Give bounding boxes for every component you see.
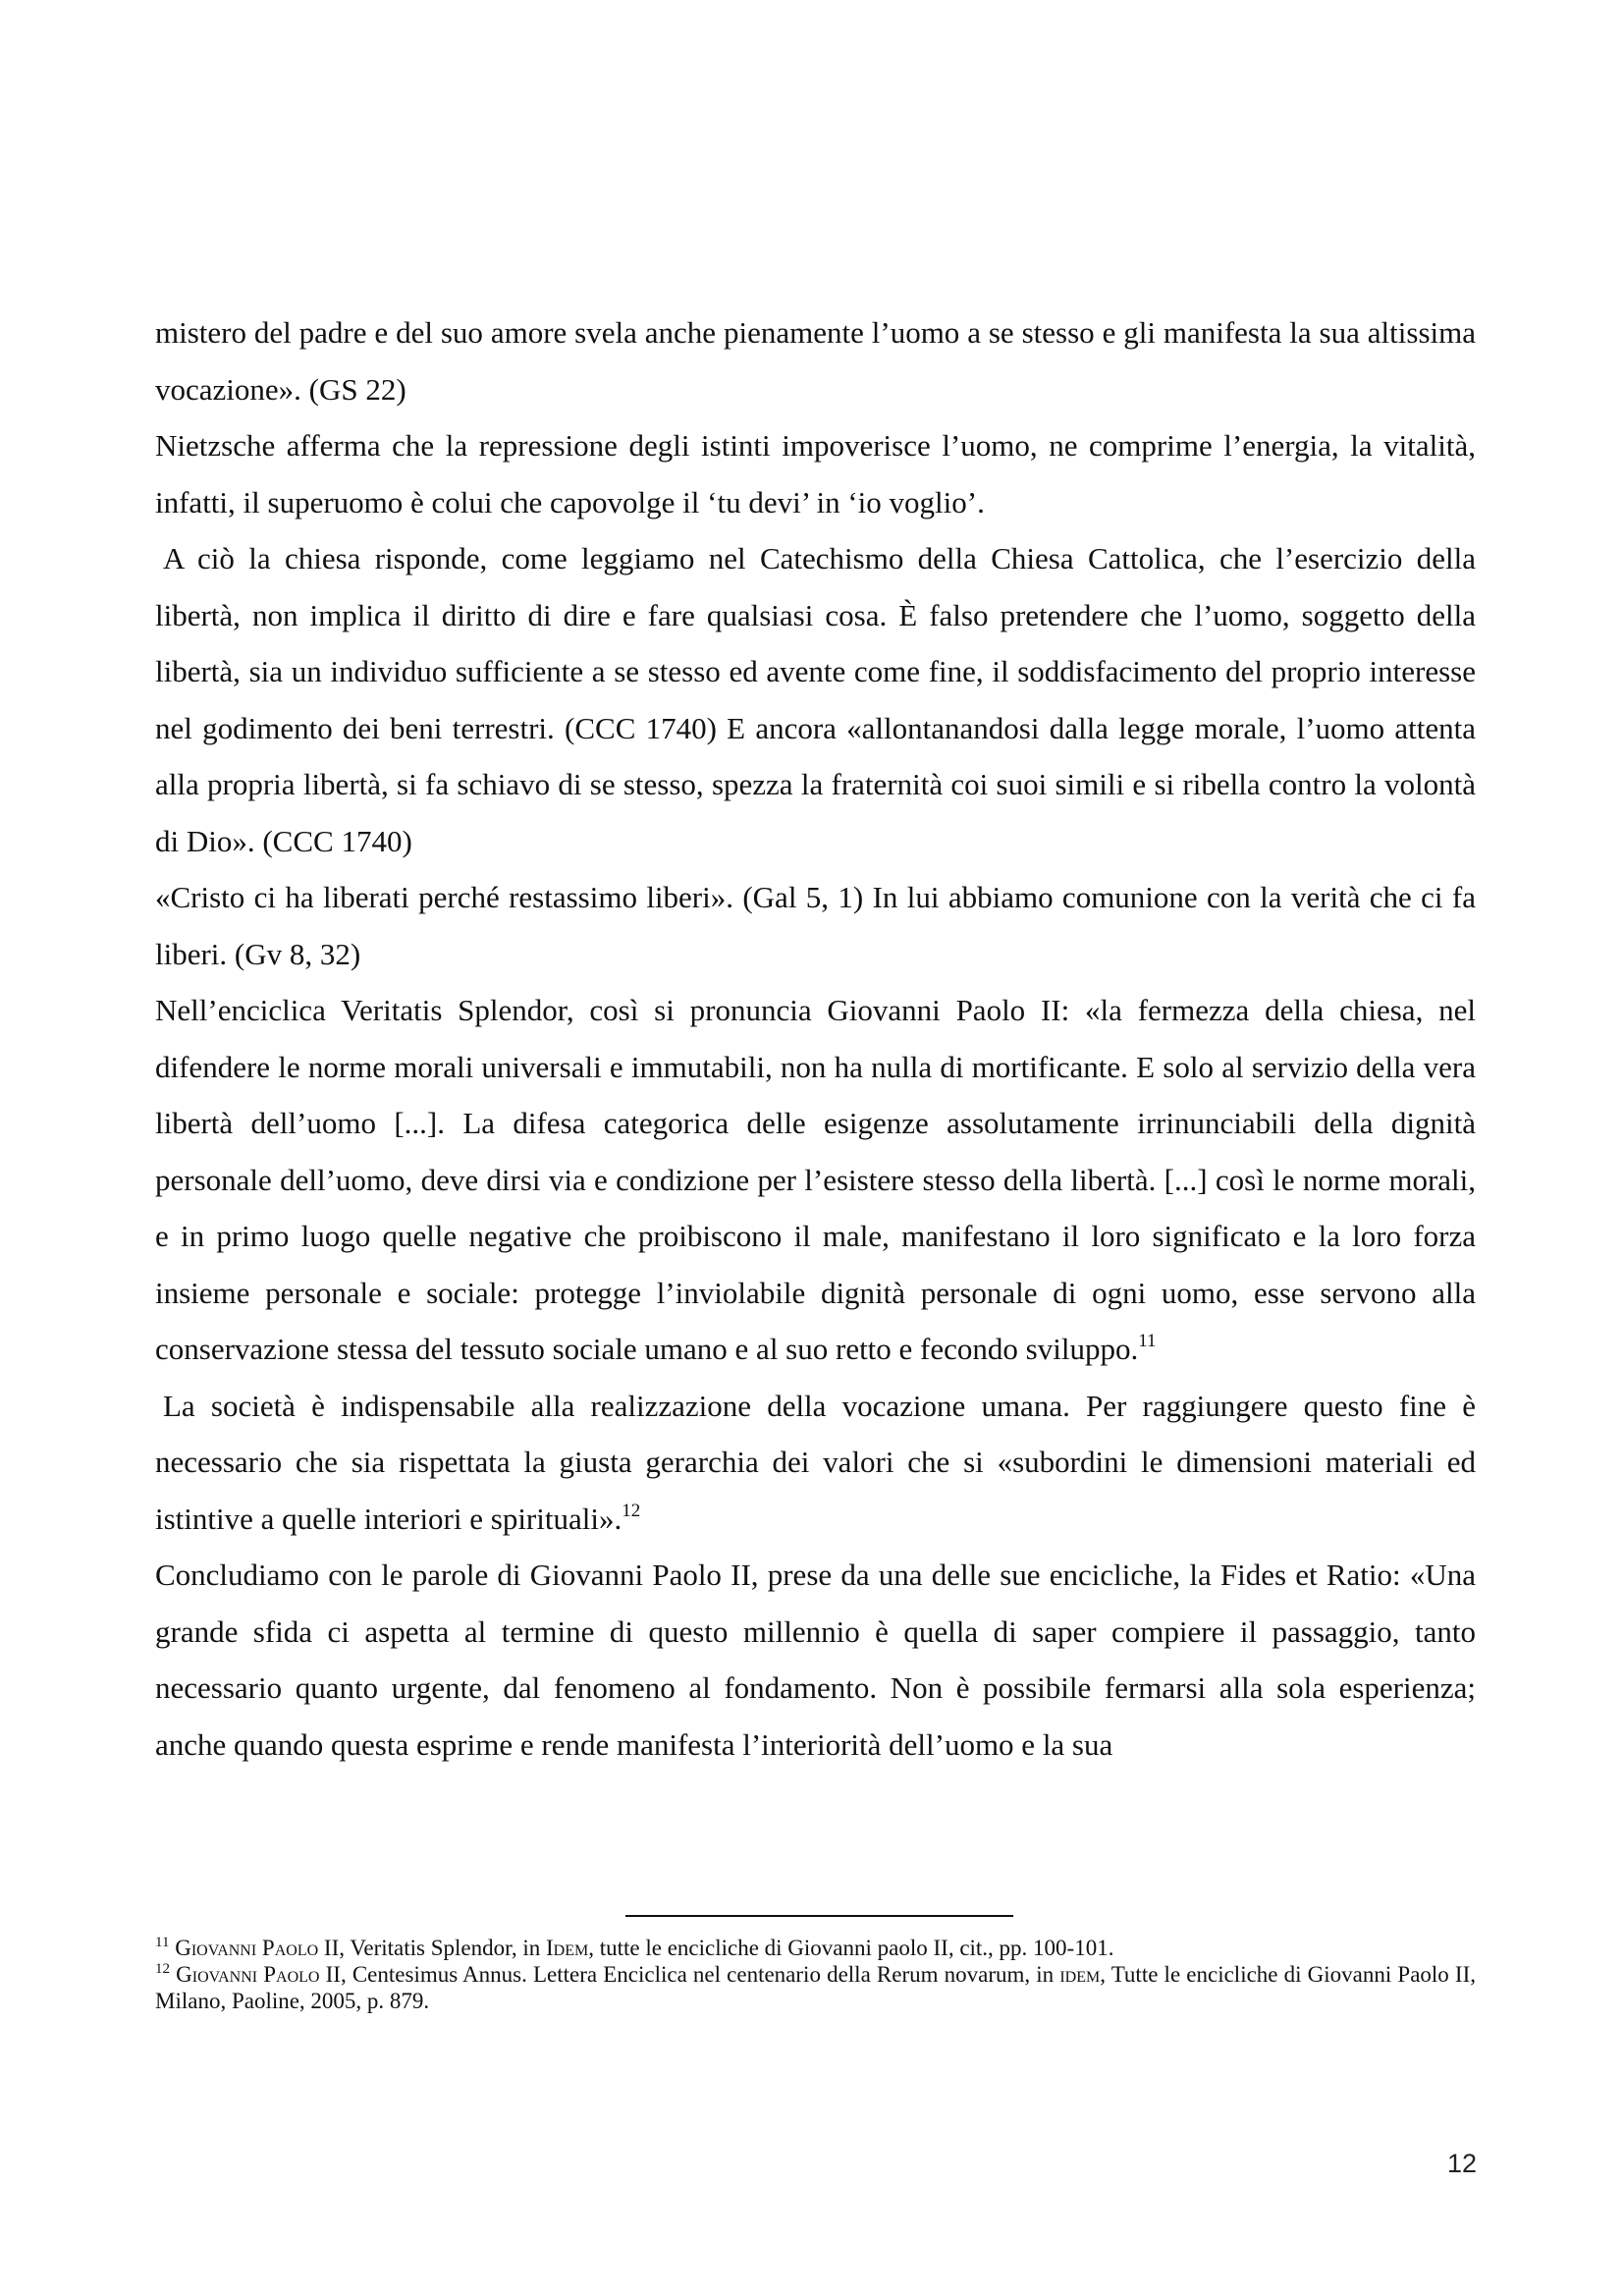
body-text [155, 304, 1476, 1773]
footnote-text: , Centesimus Annus. Lettera Enciclica nel centenario della Rerum novarum, in [340, 1962, 1060, 1987]
footnotes [155, 1935, 1476, 2014]
paragraph-catechism: A ciò la chiesa risponde, come leggiamo nel Catechismo della Chiesa Cattolica, che l’esercizio della libertà, non implica il diritto di dire e fare qualsiasi cosa. È falso pretendere che l’uomo, soggetto della libertà, sia un individuo sufficiente a se stesso ed avente come fine, il soddisfacimento del proprio interesse nel godimento dei beni terrestri. (CCC 1740) E ancora «allontanandosi dalla legge morale, l’uomo attenta alla propria libertà, si fa schiavo di se stesso, spezza la fraternità coi suoi simili e si ribella contro la volontà di Dio». (CCC 1740) [155, 541, 1476, 858]
footnote-text: , Veritatis Splendor, in [339, 1936, 546, 1960]
paragraph-veritatis-splendor: Nell’enciclica Veritatis Splendor, così si pronuncia Giovanni Paolo II: «la fermezza della chiesa, nel difendere le norme morali universali e immutabili, non ha nulla di mortificante. E solo al servizio della vera libertà dell’uomo [...]. La difesa categorica delle esigenze assolutamente irrinunciabili della dignità personale dell’uomo, deve dirsi via e condizione per l’esistere stesso della libertà. [...] così le norme morali, e in primo luogo quelle negative che proibiscono il male, manifestano il loro significato e la loro forza insieme personale e sociale: protegge l’inviolabile dignità personale di ogni uomo, esse servono alla conservazione stessa del tessuto sociale umano e al suo retto e fecondo sviluppo.$^{11}$ [155, 993, 1476, 1366]
footnote-11 [155, 1935, 1476, 1961]
footnote-idem: Idem [546, 1936, 589, 1960]
paragraph-society: La società è indispensabile alla realizzazione della vocazione umana. Per raggiungere questo fine è necessario che sia rispettata la giusta gerarchia dei valori che si «subordini le dimensioni materiali ed istintive a quelle interiori e spirituali».$^{12}$ [155, 1388, 1476, 1536]
footnote-text: , tutte le encicliche di Giovanni paolo II, cit., pp. 100-101. [588, 1936, 1114, 1960]
footnote-idem: idem [1059, 1962, 1101, 1987]
footnote-separator [625, 1915, 1013, 1917]
page-number: 12 [1446, 2149, 1477, 2178]
footnote-number: 11 [155, 1935, 170, 1950]
footnote-text: , Tutte le encicliche di Giovanni Paolo II, Milano, Paoline, 2005, p. 879. [155, 1962, 1477, 2013]
paragraph-gs-22-quote: mistero del padre e del suo amore svela anche pienamente l’uomo a se stesso e gli manifesta la sua altissima vocazione». (GS 22) [155, 315, 1476, 407]
footnote-ref-12[interactable]: 12 [622, 1500, 641, 1521]
footnote-12 [155, 1961, 1476, 2014]
paragraph-galatians: «Cristo ci ha liberati perché restassimo liberi». (Gal 5, 1) In lui abbiamo comunione con la verità che ci fa liberi. (Gv 8, 32) [155, 880, 1476, 971]
footnote-ref-11[interactable]: 11 [1138, 1331, 1157, 1351]
footnote-author: Giovanni Paolo II [175, 1936, 340, 1960]
footnote-number: 12 [155, 1961, 170, 1977]
paragraph-nietzsche: Nietzsche afferma che la repressione degli istinti impoverisce l’uomo, ne comprime l’energia, la vitalità, infatti, il superuomo è colui che capovolge il ‘tu devi’ in ‘io voglio’. [155, 428, 1476, 519]
paragraph-fides-et-ratio: Concludiamo con le parole di Giovanni Paolo II, prese da una delle sue encicliche, la Fides et Ratio: «Una grande sfida ci aspetta al termine di questo millennio è quella di saper compiere il passaggio, tanto necessario quanto urgente, dal fenomeno al fondamento. Non è possibile fermarsi alla sola esperienza; anche quando questa esprime e rende manifesta l’interiorità dell’uomo e la sua [155, 1558, 1476, 1762]
footnote-author: Giovanni Paolo II [176, 1962, 341, 1987]
